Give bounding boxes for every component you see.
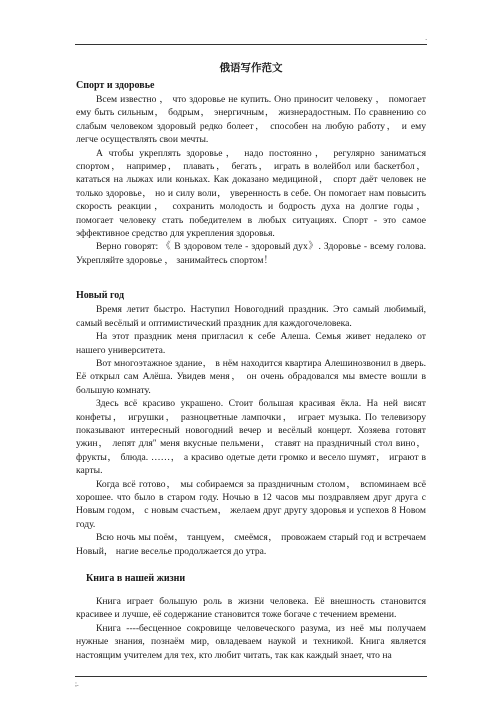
section-sport — [76, 79, 426, 267]
footer-mark: ;. — [75, 680, 79, 688]
paragraph: А чтобы укреплять здоровье， надо постоянно， регулярно заниматься спортом， например， плавать， бегать， играть в волейбол или баскетбол， кататься на лыжах или коньках. Как доказано медициной， спорт даёт человек не только здоровье， но и силу воли， уверенность в себе. Он помогает нам повысить скорость реакции， сохранить молодость и бодрость духа на долгие годы， помогает человеку стать победителем в любых ситуациях. Спорт - это самое эффективное средство для укрепления здоровья. — [76, 147, 426, 240]
paragraph: Книга ----бесценное сокровище человеческого разума, из неё мы получаем нужные знания, познаём мир, овладеваем наукой и техникой. Книга является настоящим учителем для тех, кто любит читать, так как каждый знает, что на — [76, 622, 426, 661]
footer-rule — [75, 676, 427, 677]
paragraph: Когда всё готово， мы собираемся за праздничным столом， вспоминаем всё хорошее. что было в старом году. Ночью в 12 часов мы поздравляем друг друга с Новым годом， с новым счастьем， желаем друг другу здоровья и успехов 8 Новом году. — [76, 478, 426, 530]
header-rule — [75, 44, 427, 45]
section-heading: Книга в нашей жизни — [86, 573, 186, 584]
paragraph: Всю ночь мы поём， танцуем， смеёмся， провожаем старый год и встречаем Новый， нагие веселье продолжается до утра. — [76, 532, 426, 557]
section-heading: Новый год — [76, 290, 125, 302]
document-title: 俄语写作范文 — [219, 63, 283, 74]
paragraph: Книга играет большую роль в жизни человека. Её внешность становится красивее и лучше, её содержание становится тоже богаче с течением времени. — [76, 596, 426, 621]
paragraph: Здесь всё красиво украшено. Стоит большая красивая ёкла. На ней висят конфеты， игрушки， разноцветные лампочки， играет музыка. По телевизору показывают интересный новогодний вечер и весёлый концерт. Хозяева готовят ужин， лепят для" меня вкусные пельмени， ставят на праздничный стол вино， фрукты， блюда. ……， а красиво одетые дети громко и весело шумят， играют в карты. — [76, 398, 426, 477]
section-new-year — [76, 289, 426, 558]
paragraph: Всем известно ， что здоровье не купить. Оно приносит человеку ， помогает ему быть сильным， бодрым， энергичным， жизнерадостным. По сравнению со слабым человеком здоровый редко болеет， способен на любую работу， и ему легче осуществлять свои мечты. — [76, 94, 426, 146]
section-book — [76, 572, 426, 662]
paragraph: Вот многоэтажное здание， в нём находится квартира Алешинозвонил в дверь. Её открыл сам Алёша. Увидев меня， он очень обрадовался мы вместе вошли в большую комнату. — [76, 357, 426, 396]
document-body — [76, 62, 426, 662]
header-mark: . — [425, 34, 427, 42]
paragraph: Время летит быстро. Наступил Новогодний праздник. Это самый любимый, самый весёлый и оптимистический праздник для каждогочеловека. — [76, 304, 426, 329]
paragraph: Верно говорят: 《 В здоровом теле - здоровый дух》. Здоровье - всему голова. Укрепляйте здоровье ， занимайтесь спортом！ — [76, 241, 426, 266]
paragraph: На этот праздник меня пригласил к себе Алеша. Семья живет недалеко от нашего университета. — [76, 331, 426, 356]
section-heading: Спорт и здоровье — [76, 80, 155, 91]
